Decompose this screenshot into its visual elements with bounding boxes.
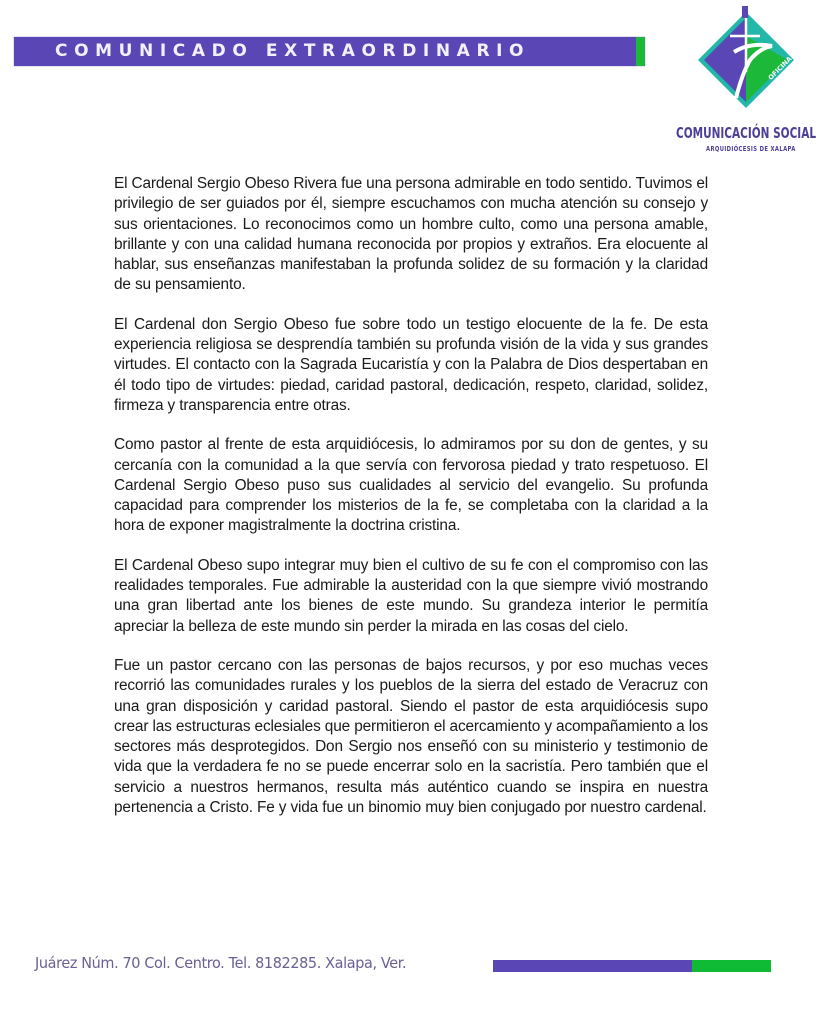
paragraph: Fue un pastor cercano con las personas de bajos recursos, y por eso muchas veces recorrió las comunidades rurales y los pueblos de la sierra del estado de Veracruz con una gran disposición y caridad pastoral. Siendo el pastor de esta arquidiócesis supo crear las estructuras eclesiales que permitieron el acercamiento y acompañamiento a los sectores más desprotegidos. Don Sergio nos enseñó con su ministerio y testimonio de vida que la verdadera fe no se puede encerrar solo en la sacristía. Pero también que el servicio a nuestros hermanos, resulta más auténtico cuando se inspira en nuestra pertenencia a Cristo. Fe y vida fue un binomio muy bien conjugado por nuestro cardenal. (114, 656, 708, 817)
oficina-comunicacion-social-logo-icon (690, 2, 802, 114)
paragraph: El Cardenal don Sergio Obeso fue sobre todo un testigo elocuente de la fe. De esta experiencia religiosa se desprendía también su profunda visión de la vida y sus grandes virtudes. El contacto con la Sagrada Eucaristía y con la Palabra de Dios despertaban en él todo tipo de virtudes: piedad, caridad pastoral, dedicación, respeto, claridad, solidez, firmeza y transparencia entre otras. (114, 315, 708, 414)
paragraph: El Cardenal Obeso supo integrar muy bien el cultivo de su fe con el compromiso con las realidades temporales. Fue admirable la austeridad con la que siempre vivió mostrando una gran libertad ante los bienes de este mundo. Su grandeza interior le permitía apreciar la belleza de este mundo sin perder la mirada en las cosas del cielo. (114, 556, 708, 635)
logo-subtitle: ARQUIDIÓCESIS DE XALAPA (706, 145, 796, 153)
header-banner (14, 37, 645, 66)
footer-banner (493, 960, 771, 972)
header-banner-accent (636, 37, 645, 66)
logo-ring-text: OFICINA DE (766, 46, 802, 82)
logo-title: COMUNICACIÓN SOCIAL (676, 124, 817, 142)
footer-address: Juárez Núm. 70 Col. Centro. Tel. 8182285. Xalapa, Ver. (35, 954, 407, 972)
paragraph: El Cardenal Sergio Obeso Rivera fue una persona admirable en todo sentido. Tuvimos el privilegio de ser guiados por él, siempre escuchamos con mucha atención su consejo y sus orientaciones. Lo reconocimos como un hombre culto, como una persona amable, brillante y con una calidad humana reconocida por propios y extraños. Era elocuente al hablar, sus enseñanzas manifestaban la profunda solidez de su formación y la claridad de su pensamiento. (114, 175, 708, 294)
document-title: COMUNICADO EXTRAORDINARIO (55, 41, 531, 61)
footer-banner-accent (692, 960, 771, 972)
paragraph: Como pastor al frente de esta arquidiócesis, lo admiramos por su don de gentes, y su cercanía con la comunidad a la que servía con fervorosa piedad y trato respetuoso. El Cardenal Sergio Obeso puso sus cualidades al servicio del evangelio. Su profunda capacidad para comprender los misterios de la fe, se completaba con la claridad a la hora de exponer magistralmente la doctrina cristina. (114, 436, 708, 535)
statement-body (114, 174, 708, 837)
logo-top-figure (742, 6, 748, 18)
